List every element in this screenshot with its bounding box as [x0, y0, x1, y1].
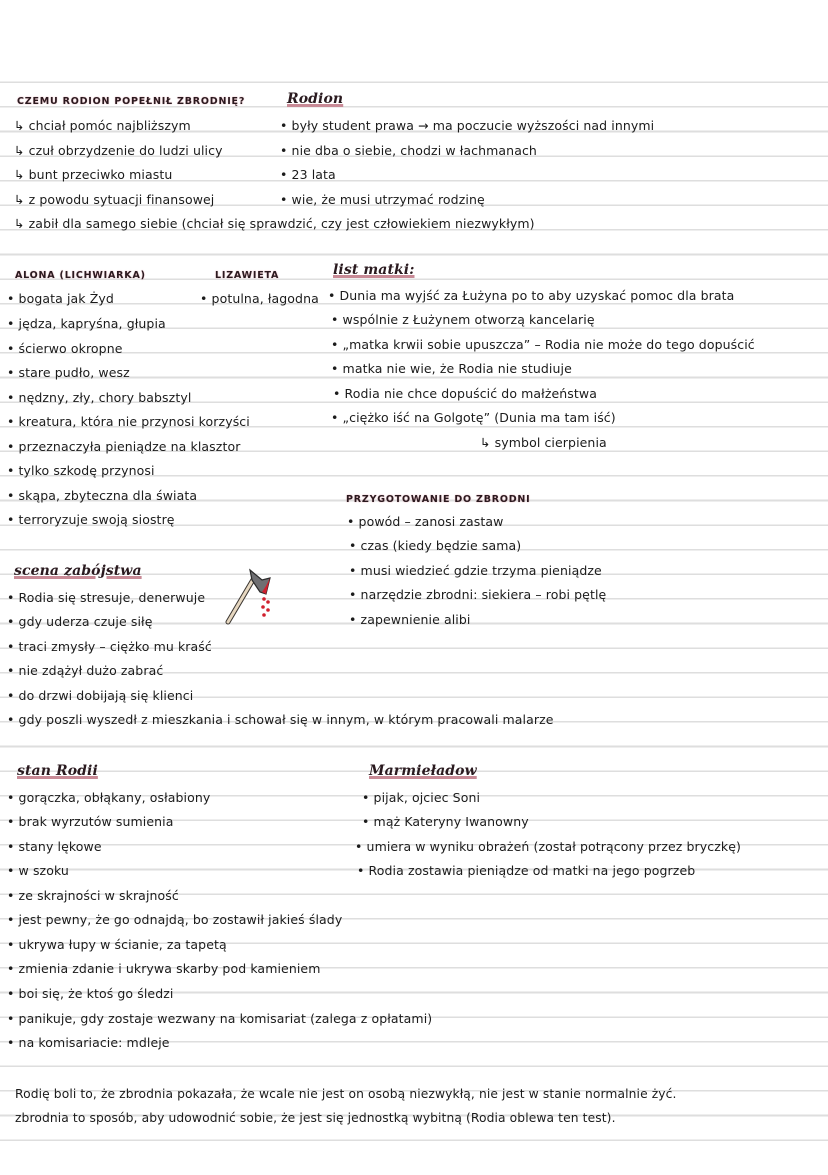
alona-item: • jędza, kapryśna, głupia — [7, 316, 166, 331]
state-item: • gorączka, obłąkany, osłabiony — [7, 790, 211, 805]
conclusion-line: zbrodnia to sposób, aby udowodnić sobie, że jest się jednostką wybitną (Rodia oblewa ten test). — [15, 1111, 616, 1125]
letter-item: • wspólnie z Łużynem otworzą kancelarię — [331, 312, 595, 327]
state-item: • jest pewny, że go odnajdą, bo zostawił jakieś ślady — [7, 912, 343, 927]
state-item: • brak wyrzutów sumienia — [7, 814, 174, 829]
heading-marmeladov: Marmieładow — [369, 763, 477, 779]
heading-alona: ALONA (LICHWIARKA) — [15, 270, 146, 281]
alona-item: • nędzny, zły, chory babsztyl — [7, 390, 192, 405]
murder-item: • nie zdążył dużo zabrać — [7, 663, 164, 678]
letter-item: • „ciężko iść na Golgotę” (Dunia ma tam iść) — [331, 410, 616, 425]
heading-mothers-letter: list matki: — [333, 262, 415, 278]
alona-item: • ścierwo okropne — [7, 341, 123, 356]
marmeladov-item: • pijak, ojciec Soni — [362, 790, 481, 805]
alona-item: • kreatura, która nie przynosi korzyści — [7, 414, 250, 429]
state-item: • zmienia zdanie i ukrywa skarby pod kamieniem — [7, 961, 321, 976]
prep-item: • musi wiedzieć gdzie trzyma pieniądze — [349, 563, 602, 578]
murder-item: • Rodia się stresuje, denerwuje — [7, 590, 206, 605]
rodion-item: • były student prawa → ma poczucie wyższości nad innymi — [280, 118, 655, 133]
letter-item: • Dunia ma wyjść za Łużyna po to aby uzyskać pomoc dla brata — [328, 288, 735, 303]
state-item: • w szoku — [7, 863, 69, 878]
alona-item: • skąpa, zbyteczna dla świata — [7, 488, 198, 503]
marmeladov-item: • umiera w wyniku obrażeń (został potrącony przez bryczkę) — [355, 839, 742, 854]
state-item: • na komisariacie: mdleje — [7, 1035, 170, 1050]
alona-item: • terroryzuje swoją siostrę — [7, 512, 175, 527]
why-item: ↳ bunt przeciwko miastu — [14, 167, 173, 182]
rodion-item: • nie dba o siebie, chodzi w łachmanach — [280, 143, 537, 158]
marmeladov-item: • Rodia zostawia pieniądze od matki na jego pogrzeb — [357, 863, 696, 878]
why-item: ↳ z powodu sytuacji finansowej — [14, 192, 215, 207]
heading-rodia-state: stan Rodii — [17, 763, 98, 779]
marmeladov-item: • mąż Kateryny Iwanowny — [362, 814, 529, 829]
why-item: ↳ zabił dla samego siebie (chciał się sprawdzić, czy jest człowiekiem niezwykłym) — [14, 216, 535, 231]
prep-item: • powód – zanosi zastaw — [347, 514, 504, 529]
letter-sub-item: ↳ symbol cierpienia — [480, 435, 607, 450]
state-item: • ukrywa łupy w ścianie, za tapetą — [7, 937, 227, 952]
prep-item: • czas (kiedy będzie sama) — [349, 538, 522, 553]
heading-why-crime: CZEMU RODION POPEŁNIŁ ZBRODNIĘ? — [17, 96, 246, 107]
bloody-axe-icon — [222, 566, 274, 626]
murder-item: • traci zmysły – ciężko mu kraść — [7, 639, 212, 654]
letter-item: • „matka krwii sobie upuszcza” – Rodia nie może do tego dopuścić — [331, 337, 755, 352]
why-item: ↳ czuł obrzydzenie do ludzi ulicy — [14, 143, 223, 158]
heading-preparation: PRZYGOTOWANIE DO ZBRODNI — [346, 494, 531, 505]
rodion-item: • wie, że musi utrzymać rodzinę — [280, 192, 485, 207]
lizawieta-item: • potulna, łagodna — [200, 291, 319, 306]
conclusion-line: Rodię boli to, że zbrodnia pokazała, że wcale nie jest on osobą niezwykłą, nie jest w stanie normalnie żyć. — [15, 1087, 677, 1101]
letter-item: • Rodia nie chce dopuścić do małżeństwa — [333, 386, 598, 401]
heading-murder-scene: scena zabójstwa — [14, 563, 142, 579]
state-item: • ze skrajności w skrajność — [7, 888, 179, 903]
murder-item: • gdy poszli wyszedł z mieszkania i schował się w innym, w którym pracowali malarze — [7, 712, 554, 727]
prep-item: • narzędzie zbrodni: siekiera – robi pętlę — [349, 587, 607, 602]
prep-item: • zapewnienie alibi — [349, 612, 471, 627]
alona-item: • tylko szkodę przynosi — [7, 463, 155, 478]
state-item: • stany lękowe — [7, 839, 102, 854]
rodion-item: • 23 lata — [280, 167, 336, 182]
letter-item: • matka nie wie, że Rodia nie studiuje — [331, 361, 572, 376]
heading-rodion: Rodion — [287, 91, 344, 107]
murder-item: • gdy uderza czuje siłę — [7, 614, 153, 629]
alona-item: • stare pudło, wesz — [7, 365, 130, 380]
state-item: • panikuje, gdy zostaje wezwany na komisariat (zalega z opłatami) — [7, 1011, 433, 1026]
alona-item: • przeznaczyła pieniądze na klasztor — [7, 439, 241, 454]
heading-lizawieta: LIZAWIETA — [215, 270, 280, 281]
state-item: • boi się, że ktoś go śledzi — [7, 986, 174, 1001]
alona-item: • bogata jak Żyd — [7, 291, 114, 306]
murder-item: • do drzwi dobijają się klienci — [7, 688, 194, 703]
why-item: ↳ chciał pomóc najbliższym — [14, 118, 191, 133]
